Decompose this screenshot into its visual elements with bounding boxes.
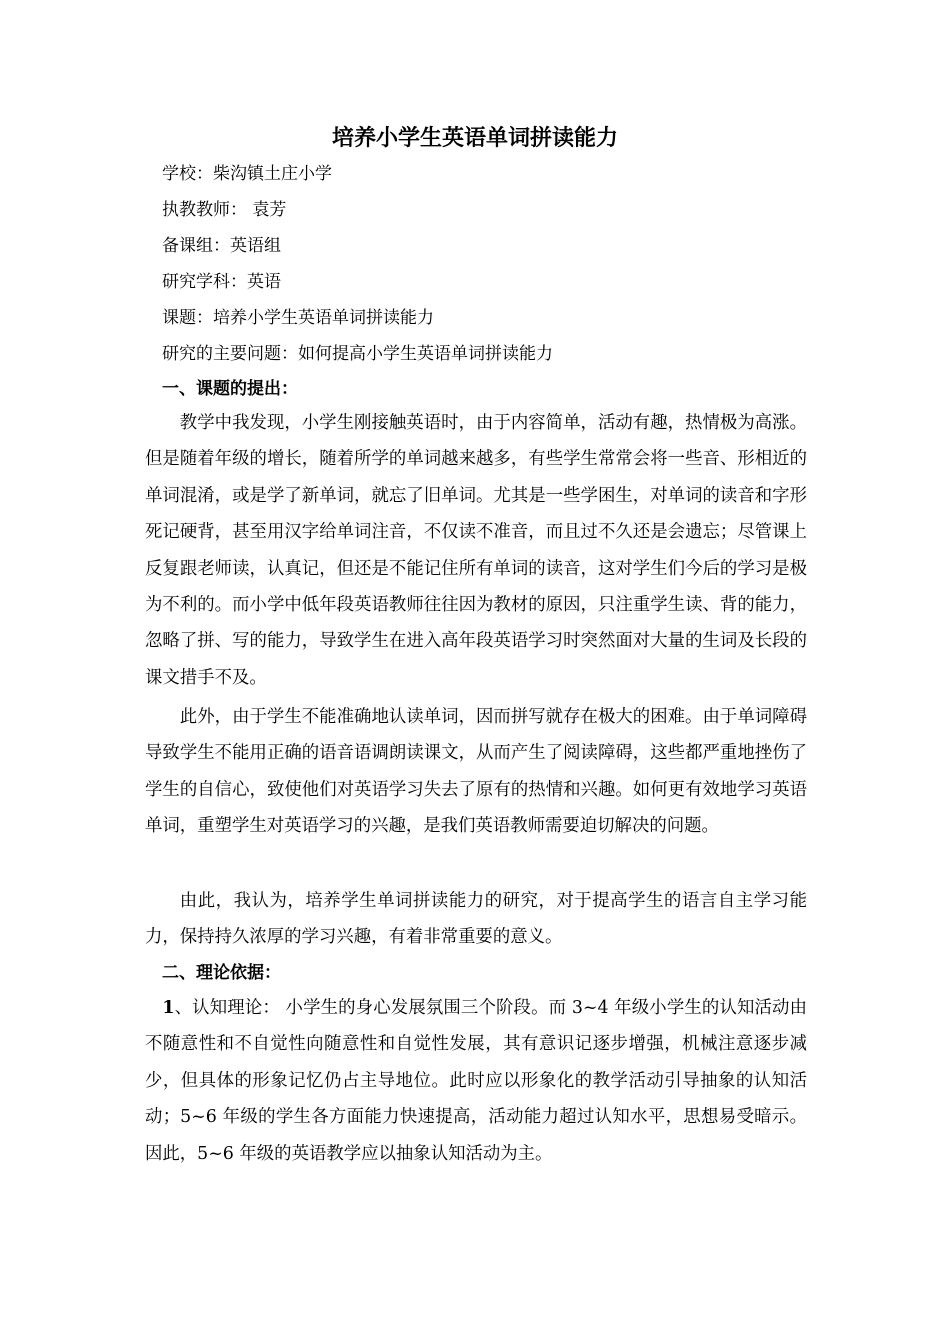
document-title: 培养小学生英语单词拼读能力 bbox=[331, 125, 618, 151]
paragraph-proposal-2: 此外，由于学生不能准确地认读单词，因而拼写就存在极大的困难。由于单词障碍导致学生不能用正确的语音语调朗读课文，从而产生了阅读障碍，这些都严重地挫伤了学生的自信心，致使他们对英语学习失去了原有的热情和兴趣。如何更有效地学习英语单词，重塑学生对英语学习的兴趣，是我们英语教师需要迫切解决的问题。 bbox=[145, 707, 807, 837]
meta-school: 学校：柴沟镇土庄小学 bbox=[162, 164, 332, 184]
item-number: 1 bbox=[162, 998, 175, 1018]
meta-subject: 研究学科：英语 bbox=[162, 272, 281, 292]
paragraph-theory-1 bbox=[145, 990, 807, 1172]
paragraph-proposal-3: 由此，我认为，培养学生单词拼读能力的研究，对于提高学生的语言自主学习能力，保持持久浓厚的学习兴趣，有着非常重要的意义。 bbox=[145, 891, 807, 948]
meta-question: 研究的主要问题：如何提高小学生英语单词拼读能力 bbox=[162, 344, 553, 364]
meta-teacher: 执教教师： 袁芳 bbox=[162, 200, 287, 220]
section-heading-proposal: 一、课题的提出： bbox=[162, 379, 298, 399]
meta-topic: 课题：培养小学生英语单词拼读能力 bbox=[162, 308, 434, 328]
paragraph-proposal-1: 教学中我发现，小学生刚接触英语时，由于内容简单，活动有趣，热情极为高涨。但是随着年级的增长，随着所学的单词越来越多，有些学生常常会将一些音、形相近的单词混淆，或是学了新单词，就忘了旧单词。尤其是一些学困生，对单词的读音和字形死记硬背，甚至用汉字给单词注音，不仅读不准音，而且过不久还是会遗忘；尽管课上反复跟老师读，认真记，但还是不能记住所有单词的读音，这对学生们今后的学习是极为不利的。而小学中低年段英语教师往往因为教材的原因，只注重学生读、背的能力，忽略了拼、写的能力，导致学生在进入高年段英语学习时突然面对大量的生词及长段的课文措手不及。 bbox=[145, 413, 807, 688]
section-heading-theory: 二、理论依据： bbox=[162, 963, 281, 983]
item-text: 、认知理论： 小学生的身心发展氛围三个阶段。而 3~4 年级小学生的认知活动由不随意性和不自觉性向随意性和自觉性发展，其有意识记逐步增强，机械注意逐步减少，但具体的形象记忆仍占主导地位。此时应以形象化的教学活动引导抽象的认知活动；5~6 年级的学生各方面能力快速提高，活动能力超过认知水平，思想易受暗示。因此，5~6 年级的英语教学应以抽象认知活动为主。 bbox=[145, 998, 807, 1164]
meta-group: 备课组：英语组 bbox=[162, 236, 281, 256]
